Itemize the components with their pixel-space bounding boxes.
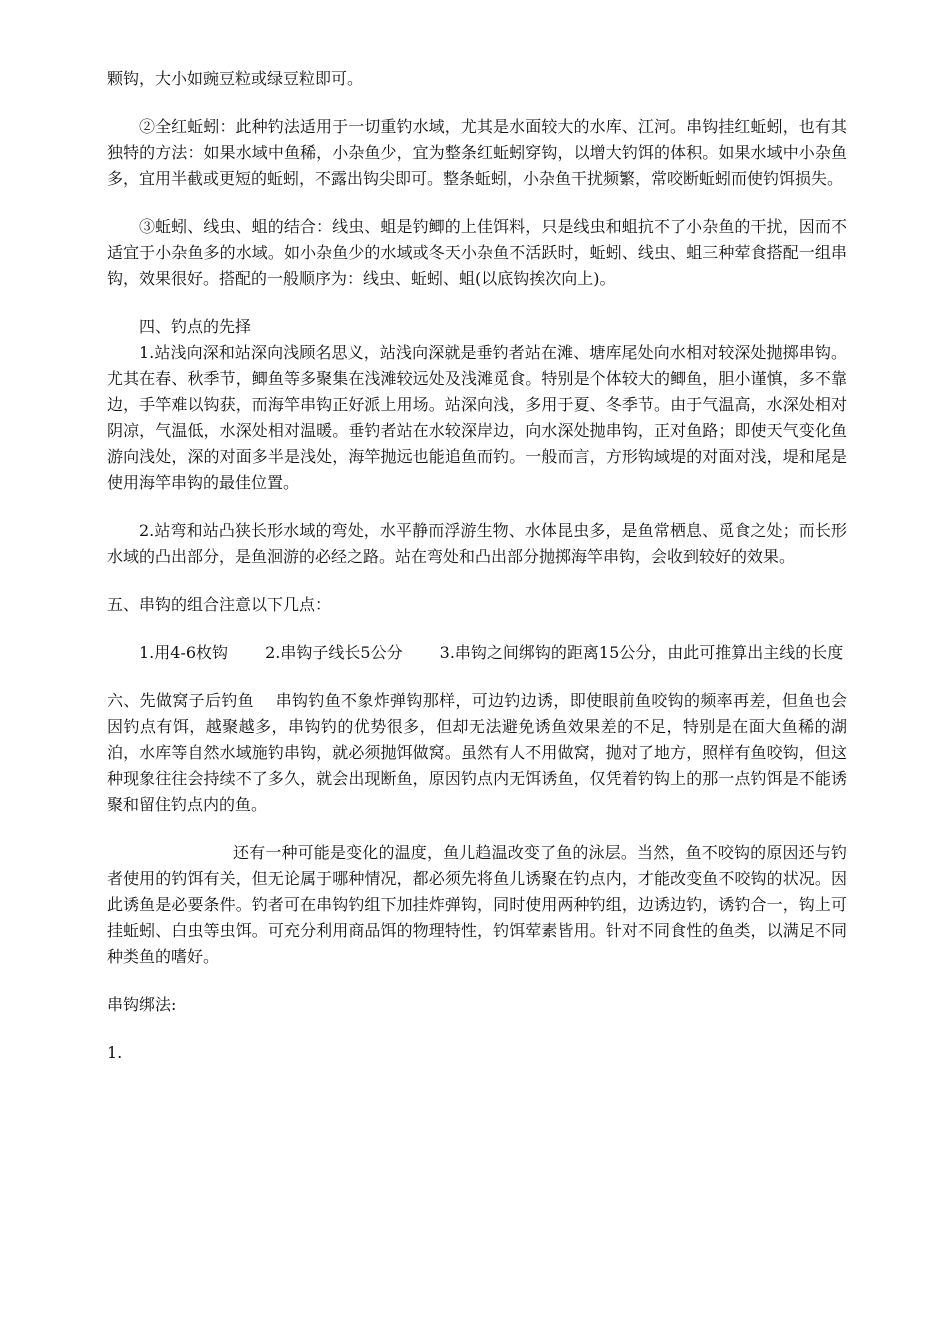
paragraph-temperature: 还有一种可能是变化的温度，鱼儿趋温改变了鱼的泳层。当然，鱼不咬钩的原因还与钓者使用的钓饵有关，但无论属于哪种情况，都必须先将鱼儿诱聚在钓点内，才能改变鱼不咬钩的状况。因此诱鱼是必要条件。钓者可在串钩钓组下加挂炸弹钩，同时使用两种钓组，边诱边钓，诱钓合一，钩上可挂蚯蚓、白虫等虫饵。可充分利用商品饵的物理特性，钓饵荤素皆用。针对不同食性的鱼类，以满足不同种类鱼的嗜好。 bbox=[107, 843, 847, 966]
list-item-1: 1. bbox=[107, 1043, 123, 1062]
paragraph-chum-first: 六、先做窝子后钓鱼 串钩钓鱼不象炸弹钩那样，可边钓边诱，即使眼前鱼咬钩的频率再差，但鱼也会因钓点有饵，越聚越多，串钩钓的优势很多，但却无法避免诱鱼效果差的不足，特别是在面大鱼稀的湖泊，水库等自然水域施钓串钩，就必须抛饵做窝。虽然有人不用做窝，抛对了地方，照样有鱼咬钩，但这种现象往往会持续不了多久，就会出现断鱼，原因钓点内无饵诱鱼，仅凭着钓钩上的那一点钓饵是不能诱聚和留住钓点内的鱼。 bbox=[107, 691, 847, 814]
paragraph-bait-size: 颗钩，大小如豌豆粒或绿豆粒即可。 bbox=[107, 69, 364, 88]
paragraph-shallow-deep: 1.站浅向深和站深向浅顾名思义，站浅向深就是垂钓者站在滩、塘库尾处向水相对较深处抛掷串钩。尤其在春、秋季节，鲫鱼等多聚集在浅滩较远处及浅滩觅食。特别是个体较大的鲫鱼，胆小谨慎，多不靠边，手竿难以钩获，而海竿串钩正好派上用场。站深向浅，多用于夏、冬季节。由于气温高，水深处相对阴凉，气温低，水深处相对温暖。垂钓者站在水较深岸边，向水深处抛串钩，正对鱼路；即使天气变化鱼游向浅处，深的对面多半是浅处，海竿抛远也能追鱼而钓。一般而言，方形钩域堤的对面对浅，堤和尾是使用海竿串钩的最佳位置。 bbox=[107, 343, 847, 492]
paragraph-bait-combination: ③蚯蚓、线虫、蛆的结合：线虫、蛆是钓鲫的上佳饵料，只是线虫和蛆抗不了小杂鱼的干扰，因而不适宜于小杂鱼多的水域。如小杂鱼少的水域或冬天小杂鱼不活跃时，蚯蚓、线虫、蛆三种荤食搭配一组串钩，效果很好。搭配的一般顺序为：线虫、蚯蚓、蛆(以底钩挨次向上)。 bbox=[107, 217, 847, 288]
paragraph-hook-specs: 1.用4-6枚钩 2.串钩子线长5公分 3.串钩之间绑钩的距离15公分，由此可推算出主线的长度 bbox=[139, 643, 844, 662]
heading-spot-selection: 四、钓点的先择 bbox=[139, 317, 252, 336]
heading-hook-combination: 五、串钩的组合注意以下几点： bbox=[107, 595, 332, 614]
document-page bbox=[107, 66, 847, 1066]
paragraph-red-earthworm: ②全红蚯蚓：此种钓法适用于一切重钓水域，尤其是水面较大的水库、江河。串钩挂红蚯蚓，也有其独特的方法：如果水域中鱼稀，小杂鱼少，宜为整条红蚯蚓穿钩，以增大钓饵的体积。如果水域中小杂鱼多，宜用半截或更短的蚯蚓，不露出钩尖即可。整条蚯蚓，小杂鱼干扰频繁，常咬断蚯蚓而使钓饵损失。 bbox=[107, 117, 847, 188]
heading-tying-method: 串钩绑法: bbox=[107, 995, 177, 1014]
paragraph-bend-bulge: 2.站弯和站凸狭长形水域的弯处，水平静而浮游生物、水体昆虫多，是鱼常栖息、觅食之处；而长形水域的凸出部分，是鱼洄游的必经之路。站在弯处和凸出部分抛掷海竿串钩，会收到较好的效果。 bbox=[107, 521, 847, 566]
